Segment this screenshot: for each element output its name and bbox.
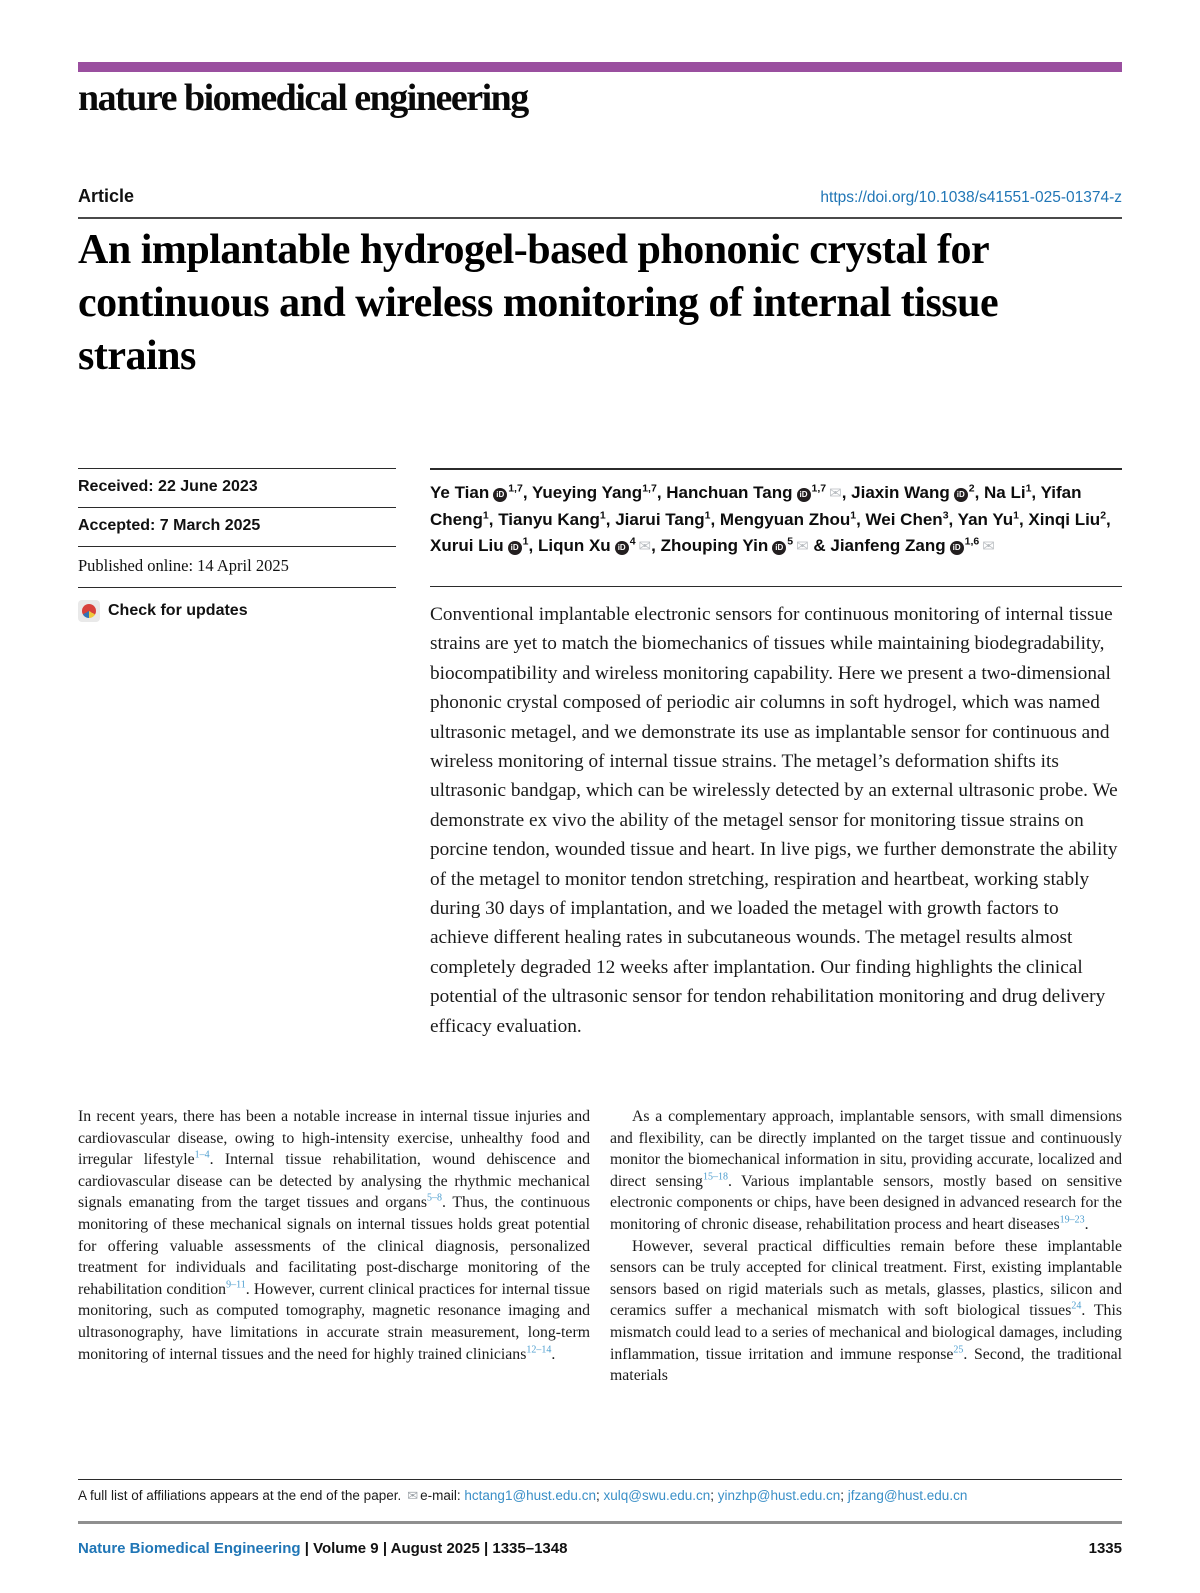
published-date: Published online: 14 April 2025 — [78, 546, 396, 587]
email-link[interactable]: jfzang@hust.edu.cn — [847, 1488, 968, 1503]
reference-link[interactable]: 25 — [953, 1344, 964, 1356]
footnote-emails: hctang1@hust.edu.cn; xulq@swu.edu.cn; yinzhp@hust.edu.cn; jfzang@hust.edu.cn — [464, 1488, 968, 1503]
email-link[interactable]: xulq@swu.edu.cn — [603, 1488, 711, 1503]
footer-issue-info: | Volume 9 | August 2025 | 1335–1348 — [300, 1540, 568, 1557]
author: Jianfeng Zang iD$^{1,6}$ ✉ — [830, 535, 995, 555]
affiliation-note: A full list of affiliations appears at the end of the paper. — [78, 1488, 402, 1503]
page-title: An implantable hydrogel-based phononic crystal for continuous and wireless monitoring of internal tissue strains — [78, 227, 999, 379]
header-divider — [78, 217, 1122, 219]
author: Xinqi Liu$^2$ — [1028, 509, 1107, 529]
author: Liqun Xu $iD^4$ ✉ — [537, 535, 652, 555]
article-history — [78, 468, 396, 622]
email-icon[interactable]: ✉ — [796, 538, 809, 555]
brand-color-bar — [78, 62, 1122, 72]
reference-link[interactable]: 9–11 — [226, 1279, 246, 1291]
author: Mengyuan Zhou$^1$ — [719, 509, 857, 529]
orcid-icon[interactable]: iD — [508, 541, 522, 555]
orcid-icon[interactable]: iD — [797, 488, 811, 502]
orcid-icon[interactable]: iD — [772, 541, 786, 555]
body-paragraph: However, several practical difficulties remain before these implantable sensors can be truly accepted for clinical treatment. First, existing implantable sensors based on rigid materials such as metals, glasses, plastics, silicon and ceramics suffer a mechanical mismatch with soft biological tissues$^{24}$. This mismatch could lead to a series of mechanical and biological damages, including inflammation, tissue irritation and immune response$^{25}$. Second, the traditional materials — [610, 1237, 1122, 1385]
footnote-divider — [78, 1479, 1122, 1480]
doi-link[interactable]: https://doi.org/10.1038/s41551-025-01374-z — [820, 189, 1122, 206]
footnote-line — [78, 1488, 1122, 1504]
check-for-updates-button[interactable] — [78, 587, 396, 622]
author: Zhouping Yin $iD^5$ ✉ — [660, 535, 809, 555]
body-paragraph: As a complementary approach, implantable sensors, with small dimensions and flexibility, can be directly implanted on the target tissue and continuously monitor the biomechanical information in situ, providing accurate, localized and direct sensing$^{15-18}$. Various implantable sensors, mostly based on sensitive electronic components or chips, have been designed in advanced research for the monitoring of chronic disease, rehabilitation process and heart diseases$^{19-23}$. — [610, 1108, 1122, 1233]
article-type-label: Article — [78, 186, 135, 206]
email-icon: ✉ — [407, 1488, 419, 1503]
check-for-updates-label: Check for updates — [108, 602, 248, 619]
crossmark-icon — [78, 600, 100, 622]
footer-citation — [78, 1540, 567, 1557]
email-label: e-mail: — [420, 1488, 461, 1503]
footer — [78, 1540, 1122, 1557]
orcid-icon[interactable]: iD — [950, 541, 964, 555]
article-header — [78, 186, 1122, 207]
email-icon[interactable]: ✉ — [829, 485, 842, 502]
email-icon[interactable]: ✉ — [982, 538, 995, 555]
footer-divider — [78, 1521, 1122, 1524]
email-link[interactable]: hctang1@hust.edu.cn — [464, 1488, 596, 1503]
body-column-left — [78, 1106, 590, 1387]
accepted-date: Accepted: 7 March 2025 — [78, 507, 396, 546]
orcid-icon[interactable]: iD — [615, 541, 629, 555]
reference-link[interactable]: 24 — [1071, 1301, 1082, 1313]
author: Xurui Liu $iD^1$ — [430, 535, 529, 555]
journal-logo: nature biomedical engineering — [78, 77, 528, 119]
author: Na Li$^1$ — [984, 482, 1032, 502]
reference-link[interactable]: 1–4 — [194, 1149, 210, 1161]
reference-link[interactable]: 5–8 — [427, 1193, 443, 1205]
orcid-icon[interactable]: iD — [493, 488, 507, 502]
reference-link[interactable]: 19–23 — [1059, 1214, 1085, 1226]
abstract-text: Conventional implantable electronic sensors for continuous monitoring of internal tissue strains are yet to match the biomechanics of tissues while maintaining biodegradability, biocompatibility and wireless monitoring capability. Here we present a two-dimensional phononic crystal composed of periodic air columns in soft hydrogel, which was named ultrasonic metagel, and we demonstrate its use as implantable sensor for continuous and wireless monitoring of internal tissue strains. The metagel’s deformation shifts its ultrasonic bandgap, which can be wirelessly detected by an external ultrasonic probe. We demonstrate ex vivo the ability of the metagel sensor for monitoring tissue strains on porcine tendon, wounded tissue and heart. In live pigs, we further demonstrate the ability of the metagel to monitor tendon stretching, respiration and heartbeat, working stably during 30 days of implantation, and we loaded the metagel with growth factors to achieve different healing rates in subcutaneous wounds. The metagel results almost completely degraded 12 weeks after implantation. Our finding highlights the clinical potential of the ultrasonic sensor for tendon rehabilitation monitoring and drug delivery efficacy evaluation. — [430, 604, 1118, 1037]
body-text — [78, 1106, 1122, 1387]
author: Ye Tian iD$^{1,7}$ — [430, 482, 523, 502]
authors-line: Ye Tian iD$^{1,7}$, Yueying Yang$^{1,7}$, Hanchuan Tang iD$^{1,7}$ ✉, Jiaxin Wang $iD^2$, Na Li$^1$, Yifan Cheng$^1$, Tianyu Kang$^1$, Jiarui Tang$^1$, Mengyuan Zhou$^1$, Wei Chen$^3$, Yan Yu$^1$, Xinqi Liu$^2$, Xurui Liu $iD^1$, Liqun Xu $iD^4$ ✉, Zhouping Yin $iD^5$ ✉ & Jianfeng Zang iD$^{1,6}$ ✉ — [430, 482, 1111, 555]
received-date: Received: 22 June 2023 — [78, 468, 396, 507]
author: Yifan Cheng$^1$ — [430, 483, 1082, 529]
author: Jiaxin Wang $iD^2$ — [851, 482, 975, 502]
page-number: 1335 — [1088, 1540, 1122, 1557]
author: Jiarui Tang$^1$ — [615, 509, 711, 529]
author: Yueying Yang$^{1,7}$ — [531, 482, 657, 502]
reference-link[interactable]: 12–14 — [526, 1344, 552, 1356]
body-paragraph: In recent years, there has been a notable increase in internal tissue injuries and cardiovascular disease, owing to high-intensity exercise, unhealthy food and irregular lifestyle$^{1-4}$. Internal tissue rehabilitation, wound dehiscence and cardiovascular disease can be detected by analysing the rhythmic mechanical signals emanating from the target tissues and organs$^{5-8}$. Thus, the continuous monitoring of these mechanical signals on internal tissues holds great potential for offering valuable assessments of the clinical diagnosis, personalized treatment for individuals and facilitating post-discharge monitoring of the rehabilitation condition$^{9-11}$. However, current clinical practices for internal tissue monitoring, such as computed tomography, magnetic resonance imaging and ultrasonography, have limitations in accurate strain measurement, long-term monitoring of internal tissues and the need for highly trained clinicians$^{12-14}$. — [78, 1108, 590, 1363]
email-icon[interactable]: ✉ — [638, 538, 652, 555]
author: Hanchuan Tang iD$^{1,7}$ ✉ — [666, 482, 842, 502]
orcid-icon[interactable]: iD — [954, 488, 968, 502]
author: Tianyu Kang$^1$ — [498, 509, 606, 529]
author: Wei Chen$^3$ — [865, 509, 949, 529]
footer-journal-name[interactable]: Nature Biomedical Engineering — [78, 1540, 301, 1557]
authors-and-abstract — [430, 468, 1122, 1041]
email-link[interactable]: yinzhp@hust.edu.cn — [717, 1488, 841, 1503]
body-column-right — [610, 1106, 1122, 1387]
author: Yan Yu$^1$ — [957, 509, 1019, 529]
reference-link[interactable]: 15–18 — [702, 1171, 728, 1183]
